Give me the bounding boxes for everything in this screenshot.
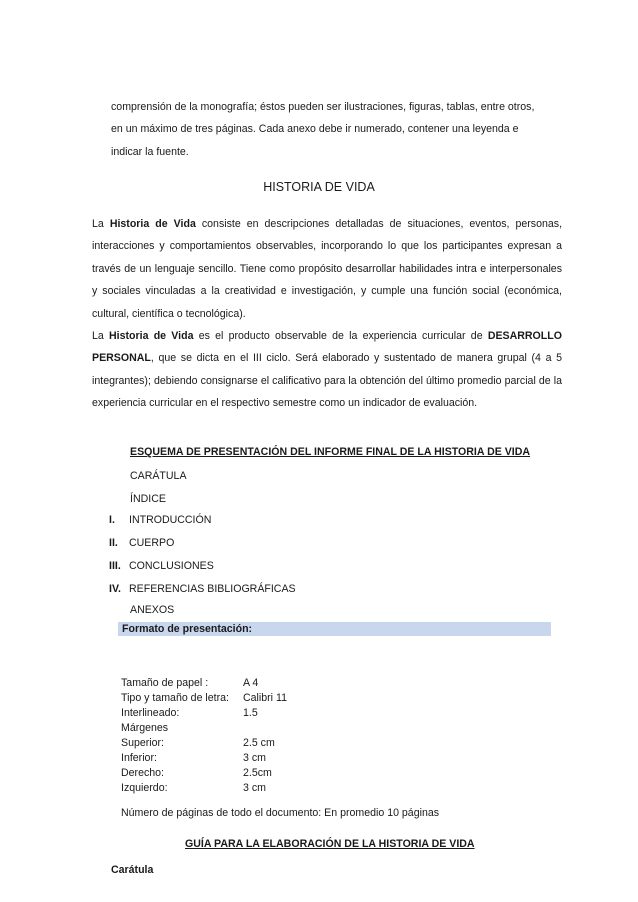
schema-item: III. CONCLUSIONES: [109, 560, 214, 572]
schema-heading: ESQUEMA DE PRESENTACIÓN DEL INFORME FINAL DE LA HISTORIA DE VIDA: [130, 446, 531, 458]
format-row: Inferior: 3 cm: [121, 752, 266, 764]
format-row: Márgenes: [121, 722, 169, 734]
format-row: Interlineado: 1.5: [121, 707, 258, 719]
format-row: Tamaño de papel : A 4: [121, 677, 259, 689]
schema-caratula: CARÁTULA: [130, 470, 187, 482]
format-row: Tipo y tamaño de letra: Calibri 11: [121, 692, 287, 704]
bold-term: Historia de Vida: [109, 330, 194, 342]
format-heading: Formato de presentación:: [118, 622, 551, 636]
schema-anexos: ANEXOS: [130, 604, 175, 616]
intro-line: en un máximo de tres páginas. Cada anexo debe ir numerado, contener una leyenda e: [111, 123, 519, 136]
schema-item: IV. REFERENCIAS BIBLIOGRÁFICAS: [109, 583, 296, 595]
bold-course: DESARROLLO PERSONAL: [92, 330, 562, 365]
format-row: Derecho: 2.5cm: [121, 767, 272, 779]
schema-item: I. INTRODUCCIÓN: [109, 514, 212, 526]
paragraph-definition: La Historia de Vida consiste en descripciones detalladas de situaciones, eventos, personas, interacciones y comportamientos observables, incorporando lo que los participantes expresan a través de un lenguaje sencillo. Tiene como propósito desarrollar habilidades intra e interpersonales y sociales vinculadas a la creatividad e investigación, y cumple una función social (económica, cultural, científica o tecnológica).: [92, 218, 563, 320]
pages-note: Número de páginas de todo el documento: En promedio 10 páginas: [121, 807, 440, 819]
schema-indice: ÍNDICE: [130, 493, 166, 505]
format-row: Superior: 2.5 cm: [121, 737, 275, 749]
bold-term: Historia de Vida: [109, 218, 196, 230]
page-title: HISTORIA DE VIDA: [263, 180, 375, 194]
guide-heading: GUÍA PARA LA ELABORACIÓN DE LA HISTORIA DE VIDA: [185, 838, 475, 850]
caratula-heading: Carátula: [111, 864, 154, 876]
paragraph-product: La Historia de Vida es el producto observable de la experiencia curricular de DESARROLLO PERSONAL, que se dicta en el III ciclo. Será elaborado y sustentado de manera grupal (4 a 5 integrantes); debiendo consignarse el calificativo para la obtención del último promedio parcial de la experiencia curricular en el respectivo semestre como un indicador de evaluación.: [92, 330, 562, 410]
schema-item: II. CUERPO: [109, 537, 175, 549]
intro-line: indicar la fuente.: [111, 145, 189, 158]
intro-line: comprensión de la monografía; éstos pueden ser ilustraciones, figuras, tablas, entre otros,: [111, 101, 535, 113]
intro-paragraph: [111, 96, 561, 163]
format-row: Izquierdo: 3 cm: [121, 782, 266, 794]
